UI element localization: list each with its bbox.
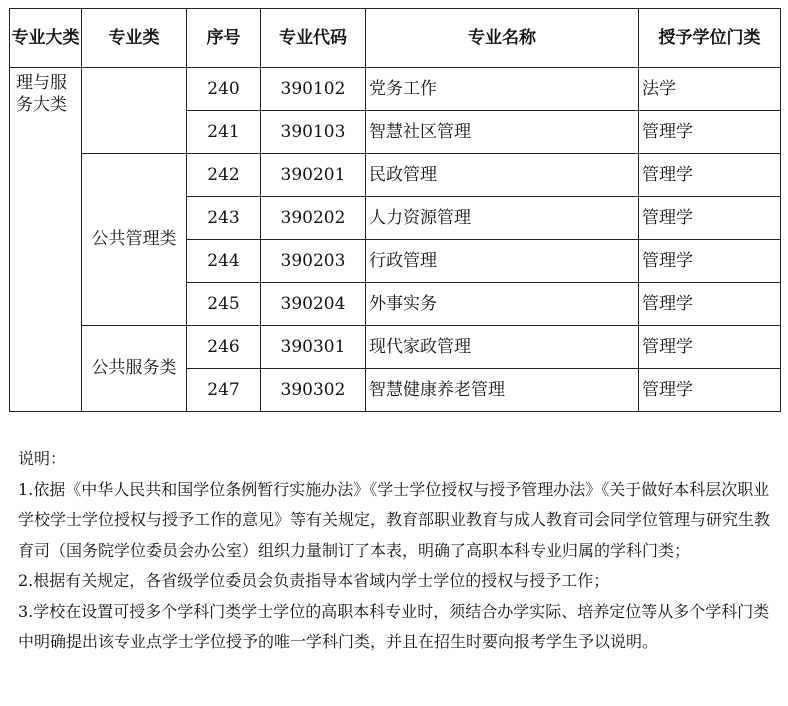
seq-cell: 241 — [187, 111, 261, 154]
seq-cell: 243 — [187, 197, 261, 240]
name-cell: 智慧健康养老管理 — [366, 369, 639, 412]
code-cell: 390301 — [261, 326, 366, 369]
degree-table — [9, 8, 781, 412]
header-name: 专业名称 — [366, 9, 639, 68]
seq-cell: 242 — [187, 154, 261, 197]
seq-cell: 240 — [187, 68, 261, 111]
subcategory-cell: 公共服务类 — [82, 326, 187, 412]
header-seq: 序号 — [187, 9, 261, 68]
subcategory-cell-empty — [82, 68, 187, 154]
name-cell: 民政管理 — [366, 154, 639, 197]
header-category: 专业大类 — [10, 9, 82, 68]
name-cell: 外事实务 — [366, 283, 639, 326]
code-cell: 390102 — [261, 68, 366, 111]
code-cell: 390204 — [261, 283, 366, 326]
seq-cell: 245 — [187, 283, 261, 326]
name-cell: 人力资源管理 — [366, 197, 639, 240]
notes-section — [18, 444, 778, 658]
header-code: 专业代码 — [261, 9, 366, 68]
subcategory-cell: 公共管理类 — [82, 154, 187, 326]
degree-cell: 管理学 — [639, 326, 781, 369]
seq-cell: 247 — [187, 369, 261, 412]
degree-cell: 管理学 — [639, 197, 781, 240]
notes-title: 说明： — [18, 449, 67, 468]
note-item: 2.根据有关规定，各省级学位委员会负责指导本省域内学士学位的授权与授予工作； — [18, 571, 610, 590]
category-cell: 理与服务大类 — [10, 68, 82, 412]
degree-cell: 管理学 — [639, 283, 781, 326]
table-row — [10, 326, 781, 369]
note-item: 1.依据《中华人民共和国学位条例暂行实施办法》《学士学位授权与授予管理办法》《关于做好本科层次职业学校学士学位授权与授予工作的意见》等有关规定，教育部职业教育与成人教育司会同学位管理与研究生教育司（国务院学位委员会办公室）组织力量制订了本表，明确了高职本科专业归属的学科门类； — [18, 479, 771, 560]
note-item: 3.学校在设置可授多个学科门类学士学位的高职本科专业时，须结合办学实际、培养定位等从多个学科门类中明确提出该专业点学士学位授予的唯一学科门类，并且在招生时要向报考学生予以说明。 — [18, 601, 770, 651]
code-cell: 390201 — [261, 154, 366, 197]
header-subcategory: 专业类 — [82, 9, 187, 68]
degree-cell: 管理学 — [639, 111, 781, 154]
table-header-row — [10, 9, 781, 68]
name-cell: 智慧社区管理 — [366, 111, 639, 154]
header-degree: 授予学位门类 — [639, 9, 781, 68]
degree-cell: 管理学 — [639, 154, 781, 197]
degree-cell: 法学 — [639, 68, 781, 111]
name-cell: 现代家政管理 — [366, 326, 639, 369]
code-cell: 390202 — [261, 197, 366, 240]
code-cell: 390203 — [261, 240, 366, 283]
seq-cell: 246 — [187, 326, 261, 369]
table-row — [10, 68, 781, 111]
code-cell: 390103 — [261, 111, 366, 154]
name-cell: 党务工作 — [366, 68, 639, 111]
degree-cell: 管理学 — [639, 240, 781, 283]
code-cell: 390302 — [261, 369, 366, 412]
degree-cell: 管理学 — [639, 369, 781, 412]
table-row — [10, 154, 781, 197]
seq-cell: 244 — [187, 240, 261, 283]
name-cell: 行政管理 — [366, 240, 639, 283]
